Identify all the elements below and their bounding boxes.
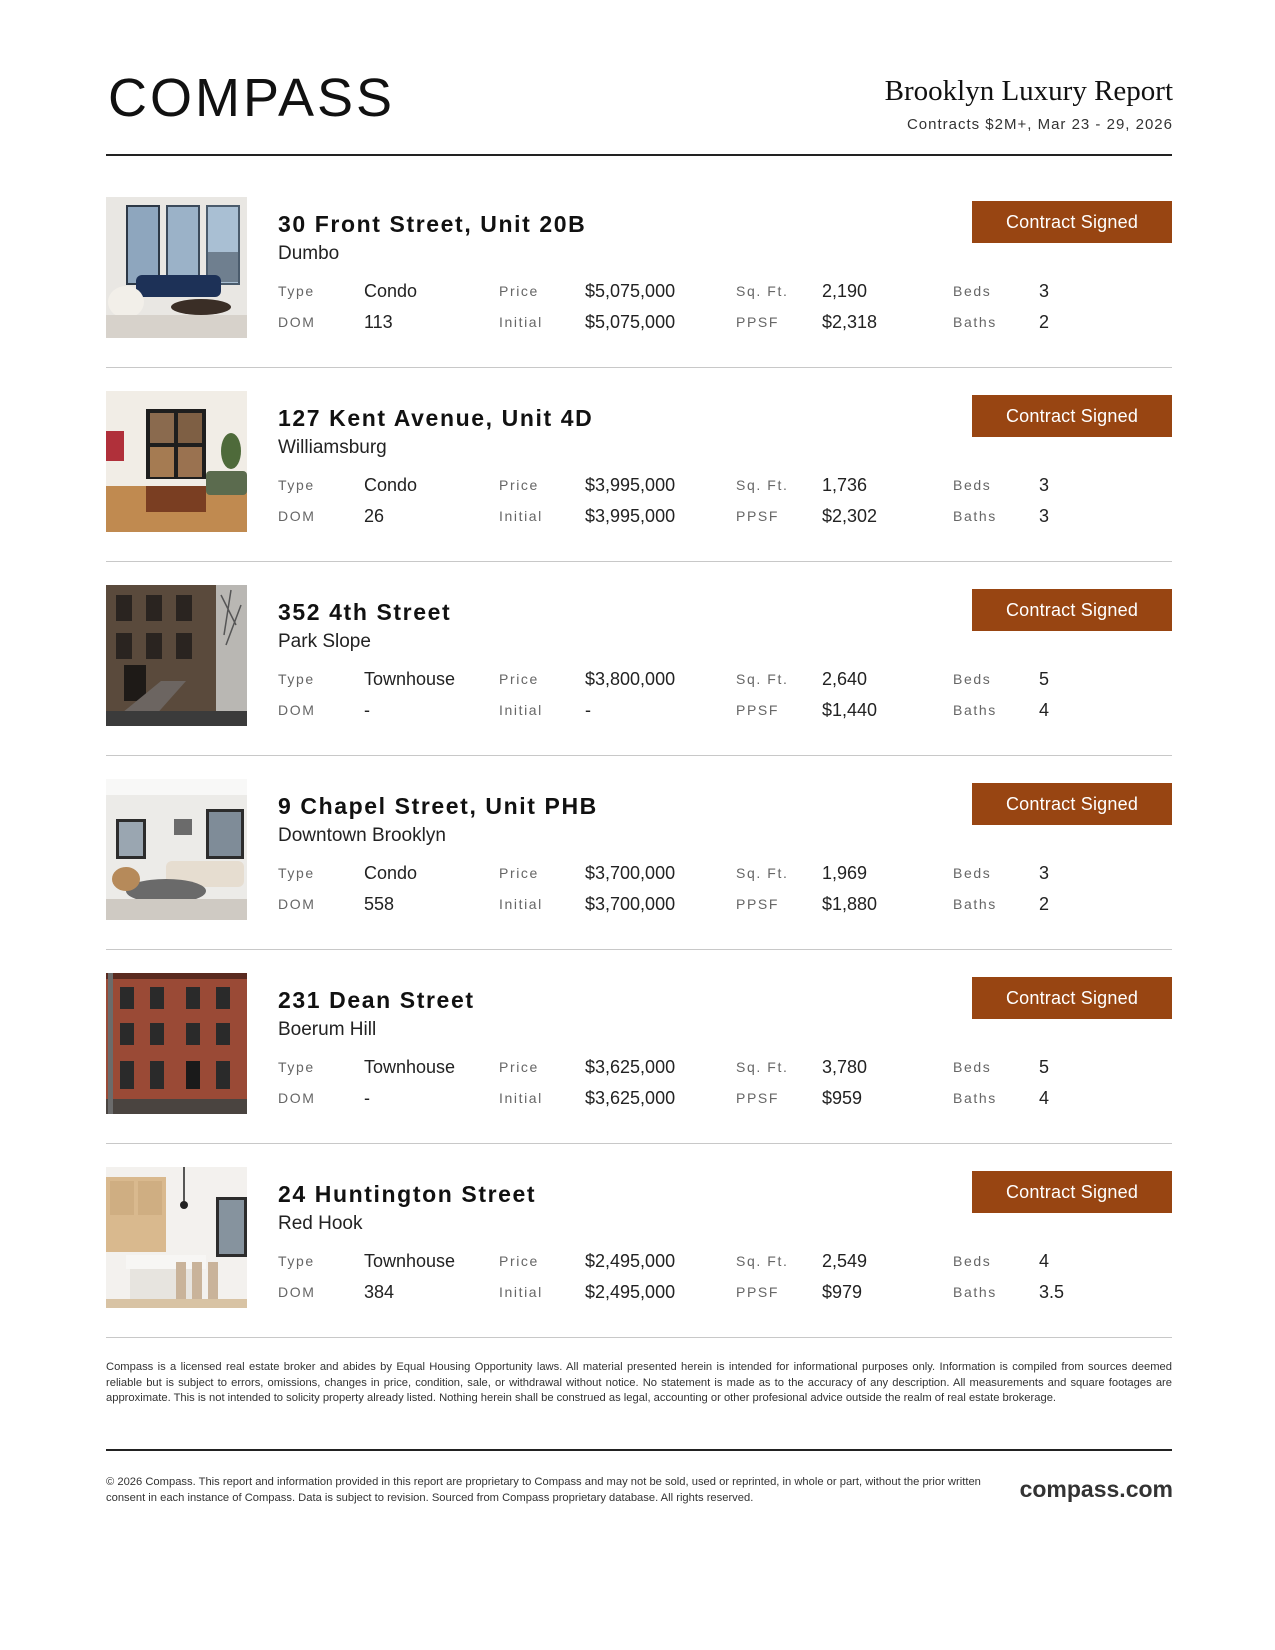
sqft-label: Sq. Ft. (736, 1059, 789, 1075)
status-badge: Contract Signed (972, 1171, 1172, 1213)
listing-address[interactable]: 30 Front Street, Unit 20B (278, 211, 587, 237)
ppsf-value: $1,440 (822, 700, 878, 720)
beds-label: Beds (953, 283, 992, 299)
type-label: Type (278, 865, 315, 881)
sqft-label: Sq. Ft. (736, 671, 789, 687)
initial-value: $3,995,000 (585, 506, 676, 526)
listing-divider (106, 1143, 1172, 1144)
listing-divider (106, 949, 1172, 950)
initial-value: $2,495,000 (585, 1282, 676, 1302)
brick-townhouse-exterior-photo (106, 973, 247, 1114)
initial-value: $3,625,000 (585, 1088, 676, 1108)
compass-logo-wordmark: COMPASS (108, 72, 396, 124)
type-label: Type (278, 671, 315, 687)
website-link[interactable]: compass.com (1019, 1476, 1173, 1502)
brownstone-exterior-photo (106, 585, 247, 726)
initial-label: Initial (499, 1090, 543, 1106)
beds-label: Beds (953, 671, 992, 687)
listing-card (106, 391, 1172, 585)
ppsf-value: $979 (822, 1282, 863, 1302)
ppsf-label: PPSF (736, 896, 779, 912)
listing-address[interactable]: 352 4th Street (278, 599, 452, 625)
listing-neighborhood: Red Hook (278, 1213, 363, 1234)
status-badge: Contract Signed (972, 783, 1172, 825)
sqft-label: Sq. Ft. (736, 477, 789, 493)
beds-value: 3 (1039, 863, 1050, 883)
type-value: Condo (364, 863, 418, 883)
baths-label: Baths (953, 702, 997, 718)
baths-label: Baths (953, 508, 997, 524)
status-badge: Contract Signed (972, 395, 1172, 437)
sqft-value: 1,736 (822, 475, 868, 495)
type-label: Type (278, 283, 315, 299)
type-value: Condo (364, 475, 418, 495)
initial-value: - (585, 700, 591, 720)
initial-label: Initial (499, 508, 543, 524)
listing-address[interactable]: 9 Chapel Street, Unit PHB (278, 793, 598, 819)
price-label: Price (499, 671, 539, 687)
baths-label: Baths (953, 314, 997, 330)
dom-label: DOM (278, 508, 316, 524)
listing-card (106, 1167, 1172, 1361)
listing-card (106, 973, 1172, 1167)
baths-label: Baths (953, 1090, 997, 1106)
beds-value: 4 (1039, 1251, 1050, 1271)
ppsf-label: PPSF (736, 1284, 779, 1300)
price-value: $3,800,000 (585, 669, 676, 689)
sqft-value: 2,640 (822, 669, 868, 689)
dom-value: 558 (364, 894, 395, 914)
listing-neighborhood: Dumbo (278, 243, 340, 264)
beds-label: Beds (953, 865, 992, 881)
price-label: Price (499, 283, 539, 299)
price-value: $3,700,000 (585, 863, 676, 883)
type-value: Condo (364, 281, 418, 301)
living-room-photo (106, 391, 247, 532)
status-badge: Contract Signed (972, 201, 1172, 243)
type-label: Type (278, 477, 315, 493)
status-badge: Contract Signed (972, 589, 1172, 631)
listing-card (106, 197, 1172, 391)
sqft-value: 1,969 (822, 863, 868, 883)
dom-value: - (364, 700, 370, 720)
dom-value: 26 (364, 506, 385, 526)
dom-label: DOM (278, 314, 316, 330)
beds-value: 5 (1039, 669, 1050, 689)
report-subtitle: Contracts $2M+, Mar 23 - 29, 2026 (906, 116, 1173, 133)
listing-address[interactable]: 24 Huntington Street (278, 1181, 537, 1207)
listing-neighborhood: Downtown Brooklyn (278, 825, 446, 846)
baths-value: 3 (1039, 506, 1050, 526)
sqft-label: Sq. Ft. (736, 865, 789, 881)
price-label: Price (499, 865, 539, 881)
disclaimer-text: Compass is a licensed real estate broker and abides by Equal Housing Opportunity laws. All material presented herein is intended for informational purposes only. Information is compiled from sources deemed reliable but is subject to errors, omissions, changes in price, condition, sale, or withdrawal without notice. No statement is made as to the accuracy of any description. All measurements and square footages are approximate. This is not intended to solicity property already listed. Nothing herein shall be construed as legal, accounting or other profesional advice outside the realm of real estate brokerage. (106, 1361, 1172, 1404)
sqft-label: Sq. Ft. (736, 283, 789, 299)
beds-value: 5 (1039, 1057, 1050, 1077)
baths-label: Baths (953, 896, 997, 912)
dom-value: 113 (364, 312, 393, 332)
beds-value: 3 (1039, 281, 1050, 301)
type-label: Type (278, 1253, 315, 1269)
price-label: Price (499, 477, 539, 493)
initial-label: Initial (499, 314, 543, 330)
listing-card (106, 779, 1172, 973)
dom-label: DOM (278, 1284, 316, 1300)
ppsf-value: $2,318 (822, 312, 878, 332)
listing-address[interactable]: 231 Dean Street (278, 987, 475, 1013)
living-room-photo (106, 779, 247, 920)
header-divider (106, 154, 1172, 156)
initial-label: Initial (499, 896, 543, 912)
compass-logo (108, 72, 428, 124)
listing-neighborhood: Park Slope (278, 631, 371, 652)
initial-label: Initial (499, 702, 543, 718)
listing-divider (106, 755, 1172, 756)
dom-value: 384 (364, 1282, 395, 1302)
price-value: $5,075,000 (585, 281, 676, 301)
type-label: Type (278, 1059, 315, 1075)
initial-value: $5,075,000 (585, 312, 676, 332)
footer-divider (106, 1449, 1172, 1451)
baths-value: 3.5 (1039, 1282, 1065, 1302)
beds-label: Beds (953, 1253, 992, 1269)
baths-value: 4 (1039, 1088, 1050, 1108)
ppsf-value: $2,302 (822, 506, 878, 526)
sqft-label: Sq. Ft. (736, 1253, 789, 1269)
initial-value: $3,700,000 (585, 894, 676, 914)
report-title: Brooklyn Luxury Report (884, 75, 1173, 107)
listing-divider (106, 561, 1172, 562)
ppsf-label: PPSF (736, 508, 779, 524)
beds-value: 3 (1039, 475, 1050, 495)
baths-value: 2 (1039, 894, 1050, 914)
dom-label: DOM (278, 1090, 316, 1106)
living-room-photo (106, 197, 247, 338)
price-value: $3,995,000 (585, 475, 676, 495)
type-value: Townhouse (364, 1057, 456, 1077)
listing-divider (106, 367, 1172, 368)
ppsf-value: $959 (822, 1088, 863, 1108)
listing-card (106, 585, 1172, 779)
dom-label: DOM (278, 896, 316, 912)
copyright-text: © 2026 Compass. This report and information provided in this report are proprietary to Compass and may not be sold, used or reprinted, in whole or part, without the prior written consent in each instance of Compass. Data is subject to revision. Sourced from Compass proprietary database. All rights reserved. (106, 1476, 981, 1504)
listing-address[interactable]: 127 Kent Avenue, Unit 4D (278, 405, 594, 431)
sqft-value: 2,190 (822, 281, 868, 301)
ppsf-label: PPSF (736, 702, 779, 718)
ppsf-label: PPSF (736, 314, 779, 330)
ppsf-label: PPSF (736, 1090, 779, 1106)
status-badge: Contract Signed (972, 977, 1172, 1019)
dom-value: - (364, 1088, 370, 1108)
listing-neighborhood: Boerum Hill (278, 1019, 377, 1040)
baths-value: 4 (1039, 700, 1050, 720)
listing-divider (106, 1337, 1172, 1338)
price-value: $2,495,000 (585, 1251, 676, 1271)
listing-neighborhood: Williamsburg (278, 437, 387, 458)
kitchen-photo (106, 1167, 247, 1308)
ppsf-value: $1,880 (822, 894, 878, 914)
beds-label: Beds (953, 1059, 992, 1075)
type-value: Townhouse (364, 1251, 456, 1271)
sqft-value: 3,780 (822, 1057, 868, 1077)
sqft-value: 2,549 (822, 1251, 868, 1271)
beds-label: Beds (953, 477, 992, 493)
type-value: Townhouse (364, 669, 456, 689)
price-label: Price (499, 1059, 539, 1075)
baths-value: 2 (1039, 312, 1050, 332)
baths-label: Baths (953, 1284, 997, 1300)
price-label: Price (499, 1253, 539, 1269)
price-value: $3,625,000 (585, 1057, 676, 1077)
dom-label: DOM (278, 702, 316, 718)
initial-label: Initial (499, 1284, 543, 1300)
